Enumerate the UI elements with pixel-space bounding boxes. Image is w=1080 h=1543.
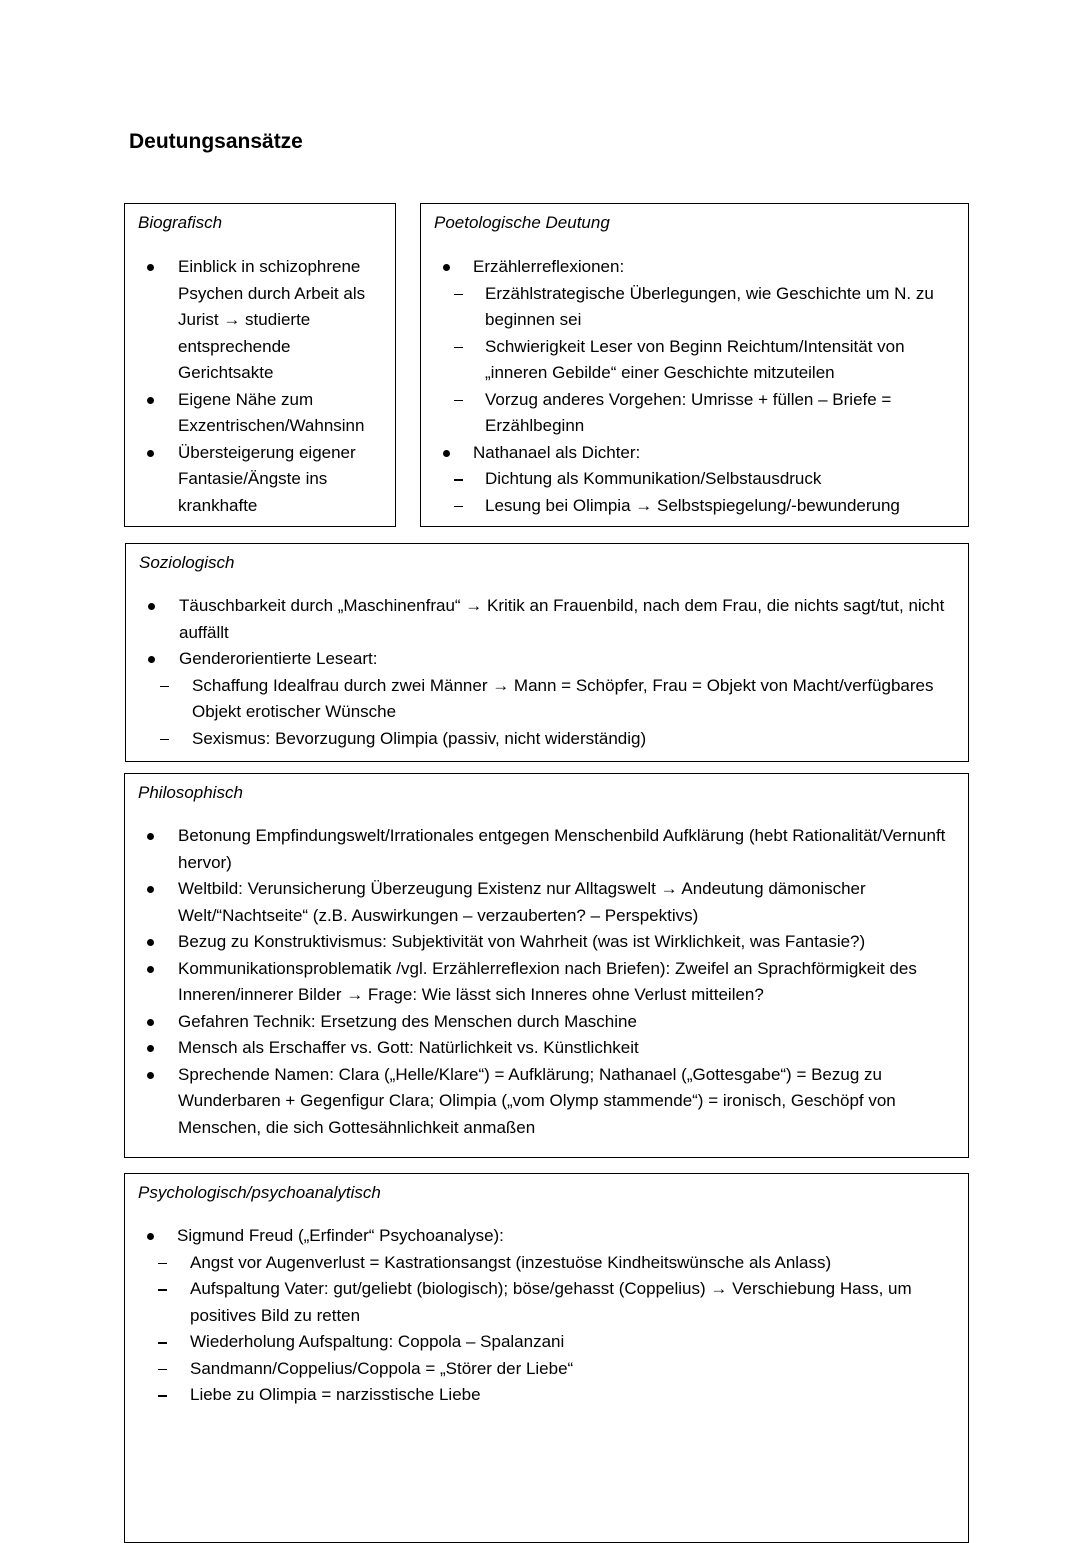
item-list [125,823,968,1141]
bullet-item: Bezug zu Konstruktivismus: Subjektivität von Wahrheit (was ist Wirklichkeit, was Fantasie?) [125,929,968,956]
bullet-item: Gefahren Technik: Ersetzung des Menschen durch Maschine [125,1009,968,1036]
item-list [125,1223,968,1409]
page-title: Deutungsansätze [129,130,303,153]
box-title: Soziologisch [139,553,235,572]
box-biografisch [124,203,396,527]
bullet-item: Mensch als Erschaffer vs. Gott: Natürlichkeit vs. Künstlichkeit [125,1035,968,1062]
dash-item: Wiederholung Aufspaltung: Coppola – Spalanzani [125,1329,968,1356]
bullet-item: Täuschbarkeit durch „Maschinenfrau“ → Kritik an Frauenbild, nach dem Frau, die nichts sagt/tut, nicht auffällt [126,593,968,646]
box-title: Biografisch [138,213,223,232]
bullet-item: Sigmund Freud („Erfinder“ Psychoanalyse): [125,1223,968,1250]
box-title: Psychologisch/psychoanalytisch [138,1183,381,1202]
bullet-item: Erzählerreflexionen: [421,254,968,281]
dash-item: Sandmann/Coppelius/Coppola = „Störer der Liebe“ [125,1356,968,1383]
box-title: Poetologische Deutung [434,213,610,232]
box-philosophisch [124,773,969,1158]
box-title: Philosophisch [138,783,243,802]
dash-item: Lesung bei Olimpia → Selbstspiegelung/-bewunderung [421,493,968,520]
dash-item: Angst vor Augenverlust = Kastrationsangst (inzestuöse Kindheitswünsche als Anlass) [125,1250,968,1277]
bullet-item: Eigene Nähe zum Exzentrischen/Wahnsinn [125,387,395,440]
box-soziologisch [125,543,969,762]
box-psychologisch [124,1173,969,1543]
bullet-item: Einblick in schizophrene Psychen durch Arbeit als Jurist → studierte entsprechende Gerichtsakte [125,254,395,387]
dash-item: Vorzug anderes Vorgehen: Umrisse + füllen – Briefe = Erzählbeginn [421,387,968,440]
item-list [421,254,968,519]
bullet-item: Nathanael als Dichter: [421,440,968,467]
bullet-item: Kommunikationsproblematik /vgl. Erzählerreflexion nach Briefen): Zweifel an Sprachförmigkeit des Inneren/innerer Bilder → Frage: Wie lässt sich Inneres ohne Verlust mitteilen? [125,956,968,1009]
dash-item: Schwierigkeit Leser von Beginn Reichtum/Intensität von „inneren Gebilde“ einer Geschichte mitzuteilen [421,334,968,387]
dash-item: Erzählstrategische Überlegungen, wie Geschichte um N. zu beginnen sei [421,281,968,334]
bullet-item: Übersteigerung eigener Fantasie/Ängste ins krankhafte [125,440,395,520]
item-list [125,254,395,519]
dash-item: Aufspaltung Vater: gut/geliebt (biologisch); böse/gehasst (Coppelius) → Verschiebung Hass, um positives Bild zu retten [125,1276,968,1329]
dash-item: Schaffung Idealfrau durch zwei Männer → Mann = Schöpfer, Frau = Objekt von Macht/verfügbares Objekt erotischer Wünsche [126,673,968,726]
bullet-item: Genderorientierte Leseart: [126,646,968,673]
bullet-item: Weltbild: Verunsicherung Überzeugung Existenz nur Alltagswelt → Andeutung dämonischer Welt/“Nachtseite“ (z.B. Auswirkungen – verzauberten? – Perspektivs) [125,876,968,929]
box-poetologisch [420,203,969,527]
bullet-item: Betonung Empfindungswelt/Irrationales entgegen Menschenbild Aufklärung (hebt Rationalität/Vernunft hervor) [125,823,968,876]
bullet-item: Sprechende Namen: Clara („Helle/Klare“) = Aufklärung; Nathanael („Gottesgabe“) = Bezug zu Wunderbaren + Gegenfigur Clara; Olimpia („vom Olymp stammende“) = ironisch, Geschöpf von Menschen, die sich Gottesähnlichkeit anmaßen [125,1062,968,1142]
dash-item: Liebe zu Olimpia = narzisstische Liebe [125,1382,968,1409]
dash-item: Dichtung als Kommunikation/Selbstausdruck [421,466,968,493]
item-list [126,593,968,752]
dash-item: Sexismus: Bevorzugung Olimpia (passiv, nicht widerständig) [126,726,968,753]
